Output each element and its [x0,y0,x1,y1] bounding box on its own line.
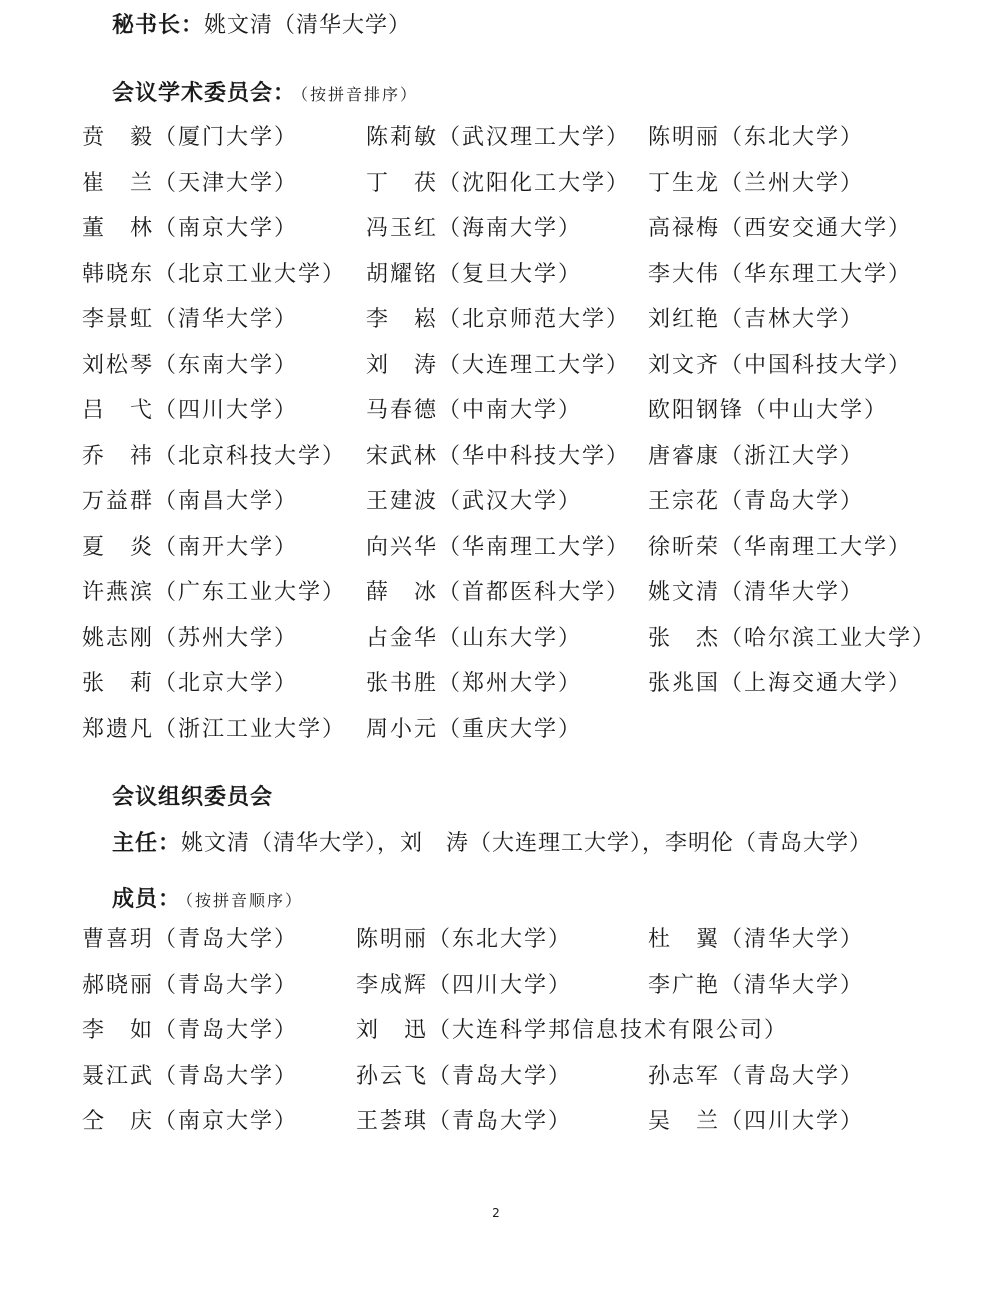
member-entry: 夏 炎（南开大学） [82,534,299,560]
secretary-general-line [112,8,411,39]
member-entry: 万益群（南昌大学） [82,489,299,514]
list-row [82,211,962,257]
list-row [82,393,962,439]
member-entry: 刘 迅（大连科学邦信息技术有限公司） [356,1018,789,1043]
academic-committee-title: 会议学术委员会： [112,81,297,106]
list-row [82,621,962,667]
members-note: （按拼音顺序） [185,891,304,910]
list-row [82,922,962,968]
list-row [82,1013,962,1059]
member-entry: 李景虹（清华大学） [82,307,299,332]
director-label: 主任： [112,831,182,856]
list-row [82,712,962,758]
member-entry: 姚文清（清华大学） [648,580,865,605]
member-entry: 李 如（青岛大学） [82,1018,299,1043]
member-entry: 李大伟（华东理工大学） [648,261,913,287]
member-entry: 陈明丽（东北大学） [648,125,865,150]
member-entry: 冯玉红（海南大学） [366,216,583,241]
member-entry: 王建波（武汉大学） [366,489,583,514]
member-entry: 丁生龙（兰州大学） [648,170,865,196]
member-entry: 张书胜（郑州大学） [366,671,583,696]
member-entry: 占金华（山东大学） [366,625,583,651]
members-heading [112,882,303,913]
member-entry: 陈明丽（东北大学） [356,927,573,952]
organizing-committee-title: 会议组织委员会 [112,785,274,810]
member-entry: 宋武林（华中科技大学） [366,443,631,469]
list-row [82,120,962,166]
member-entry: 刘红艳（吉林大学） [648,307,865,332]
list-row [82,530,962,576]
member-entry: 李 崧（北京师范大学） [366,307,631,332]
member-entry: 张 杰（哈尔滨工业大学） [648,625,937,651]
list-row [82,484,962,530]
member-entry: 孙志军（青岛大学） [648,1063,865,1089]
member-entry: 曹喜玥（青岛大学） [82,927,299,952]
member-entry: 孙云飞（青岛大学） [356,1063,573,1089]
member-entry: 唐睿康（浙江大学） [648,443,865,469]
member-entry: 高禄梅（西安交通大学） [648,216,913,241]
academic-committee-note: （按拼音排序） [300,85,419,104]
list-row [82,1059,962,1105]
member-entry: 张 莉（北京大学） [82,671,299,696]
list-row [82,166,962,212]
member-entry: 姚志刚（苏州大学） [82,625,299,651]
list-row [82,575,962,621]
member-entry: 贲 毅（厦门大学） [82,125,299,150]
organizing-committee-members-list [82,922,962,1150]
list-row [82,1104,962,1150]
member-entry: 徐昕荣（华南理工大学） [648,534,913,560]
member-entry: 韩晓东（北京工业大学） [82,261,347,287]
member-entry: 仝 庆（南京大学） [82,1109,299,1134]
member-entry: 王宗花（青岛大学） [648,489,865,514]
member-entry: 刘文齐（中国科技大学） [648,352,913,378]
member-entry: 张兆国（上海交通大学） [648,671,913,696]
member-entry: 许燕滨（广东工业大学） [82,580,347,605]
members-label: 成员： [112,887,182,912]
member-entry: 刘松琴（东南大学） [82,352,299,378]
page-number: 2 [492,1206,500,1220]
director-line [112,826,872,857]
member-entry: 郝晓丽（青岛大学） [82,972,299,998]
academic-committee-list [82,120,962,757]
member-entry: 吕 弋（四川大学） [82,398,299,423]
list-row [82,439,962,485]
list-row [82,257,962,303]
member-entry: 向兴华（华南理工大学） [366,534,631,560]
director-value: 姚文清（清华大学），刘 涛（大连理工大学），李明伦（青岛大学） [181,831,873,856]
organizing-committee-heading [112,780,273,811]
member-entry: 乔 祎（北京科技大学） [82,443,347,469]
list-row [82,666,962,712]
member-entry: 丁 茯（沈阳化工大学） [366,170,631,196]
member-entry: 董 林（南京大学） [82,216,299,241]
list-row [82,348,962,394]
member-entry: 吴 兰（四川大学） [648,1109,865,1134]
member-entry: 李广艳（清华大学） [648,972,865,998]
member-entry: 刘 涛（大连理工大学） [366,352,631,378]
member-entry: 郑遗凡（浙江工业大学） [82,716,347,742]
list-row [82,302,962,348]
list-row [82,968,962,1014]
member-entry: 欧阳钢锋（中山大学） [648,398,889,423]
member-entry: 陈莉敏（武汉理工大学） [366,125,631,150]
member-entry: 崔 兰（天津大学） [82,170,299,196]
member-entry: 聂江武（青岛大学） [82,1063,299,1089]
secretary-general-label: 秘书长： [112,13,205,38]
secretary-general-value: 姚文清（清华大学） [204,13,412,38]
member-entry: 薛 冰（首都医科大学） [366,580,631,605]
member-entry: 李成辉（四川大学） [356,972,573,998]
member-entry: 胡耀铭（复旦大学） [366,261,583,287]
member-entry: 王荟琪（青岛大学） [356,1109,573,1134]
member-entry: 杜 翼（清华大学） [648,927,865,952]
member-entry: 周小元（重庆大学） [366,716,583,742]
member-entry: 马春德（中南大学） [366,398,583,423]
academic-committee-heading [112,76,418,107]
